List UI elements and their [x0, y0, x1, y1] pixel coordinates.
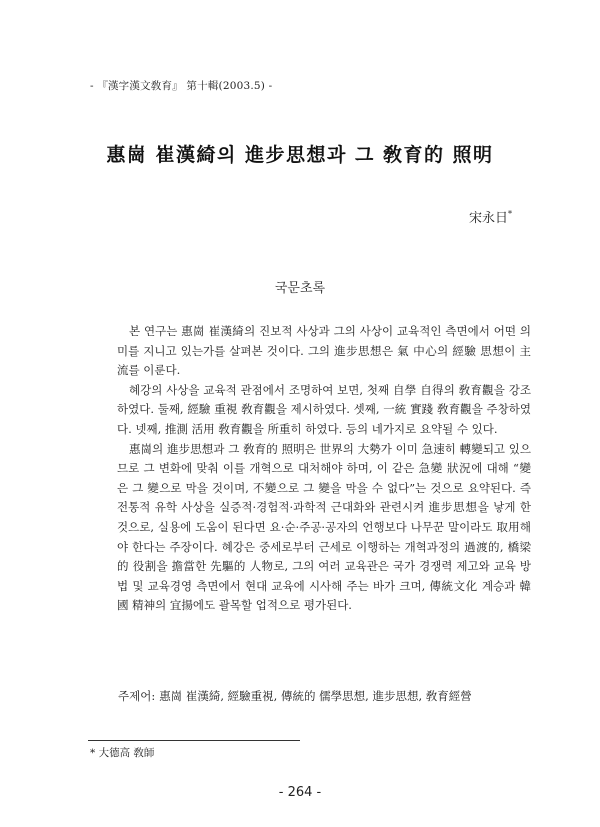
footnote-divider — [88, 740, 300, 741]
keywords-line — [118, 688, 538, 704]
author-line — [469, 207, 512, 226]
abstract-paragraph: 惠崗의 進步思想과 그 敎育的 照明은 世界의 大勢가 이미 急速히 轉變되고 있으므로 그 변화에 맞춰 이를 개혁으로 대처해야 하며, 이 같은 急變 狀況에 대해 “變은 그 變으로 막을 것이며, 不變으로 그 變을 막을 수 없다”는 것으로 요약된다. 즉 전통적 유학 사상을 실증적·경험적·과학적 근대화와 관련시켜 進步思想을 낳게 한 것으로, 실용에 도움이 된다면 요·순·주공·공자의 언행보다 나무꾼 말이라도 取用해야 한다는 주장이다. 혜강은 중세로부터 근세로 이행하는 개혁과정의 過渡的, 橋梁的 役割을 擔當한 先驅的 人物로, 그의 여러 교육관은 국가 경쟁력 제고와 교육 방법 및 교육경영 측면에서 현대 교육에 시사해 주는 바가 크며, 傳統文化 계승과 韓國 精神의 宜揚에도 괄목할 업적으로 평가된다. — [117, 441, 531, 613]
abstract-body — [117, 322, 531, 616]
footnote: * 大德高 敎師 — [90, 747, 155, 759]
article-title: 惠崗 崔漢綺의 進步思想과 그 敎育的 照明 — [106, 144, 494, 166]
abstract-heading: 국문초록 — [274, 281, 326, 296]
keywords-values: 惠崗 崔漢綺, 經驗重視, 傳統的 儒學思想, 進步思想, 敎育經營 — [159, 689, 472, 703]
keywords-label: 주제어: — [118, 689, 156, 703]
abstract-paragraph: 혜강의 사상을 교육적 관점에서 조명하여 보면, 첫째 自學 自得의 敎育觀을 강조하였다. 둘째, 經驗 重視 敎育觀을 제시하였다. 셋째, 一統 實踐 敎育觀을 주창하였다. 넷째, 推測 活用 敎育觀을 所重히 하였다. 등의 네가지로 요약될 수 있다. — [117, 382, 531, 436]
author-footnote-marker: * — [508, 209, 512, 219]
author-name: 宋永日 — [468, 211, 508, 226]
running-header: - 『漢字漢文敎育』 第十輯(2003.5) - — [90, 80, 273, 92]
abstract-paragraph: 본 연구는 惠崗 崔漢綺의 진보적 사상과 그의 사상이 교육적인 측면에서 어떤 의미를 지니고 있는가를 살펴본 것이다. 그의 進步思想은 氣 中心의 經驗 思想이 主流를 이룬다. — [117, 324, 531, 378]
page-number: - 264 - — [278, 785, 322, 800]
